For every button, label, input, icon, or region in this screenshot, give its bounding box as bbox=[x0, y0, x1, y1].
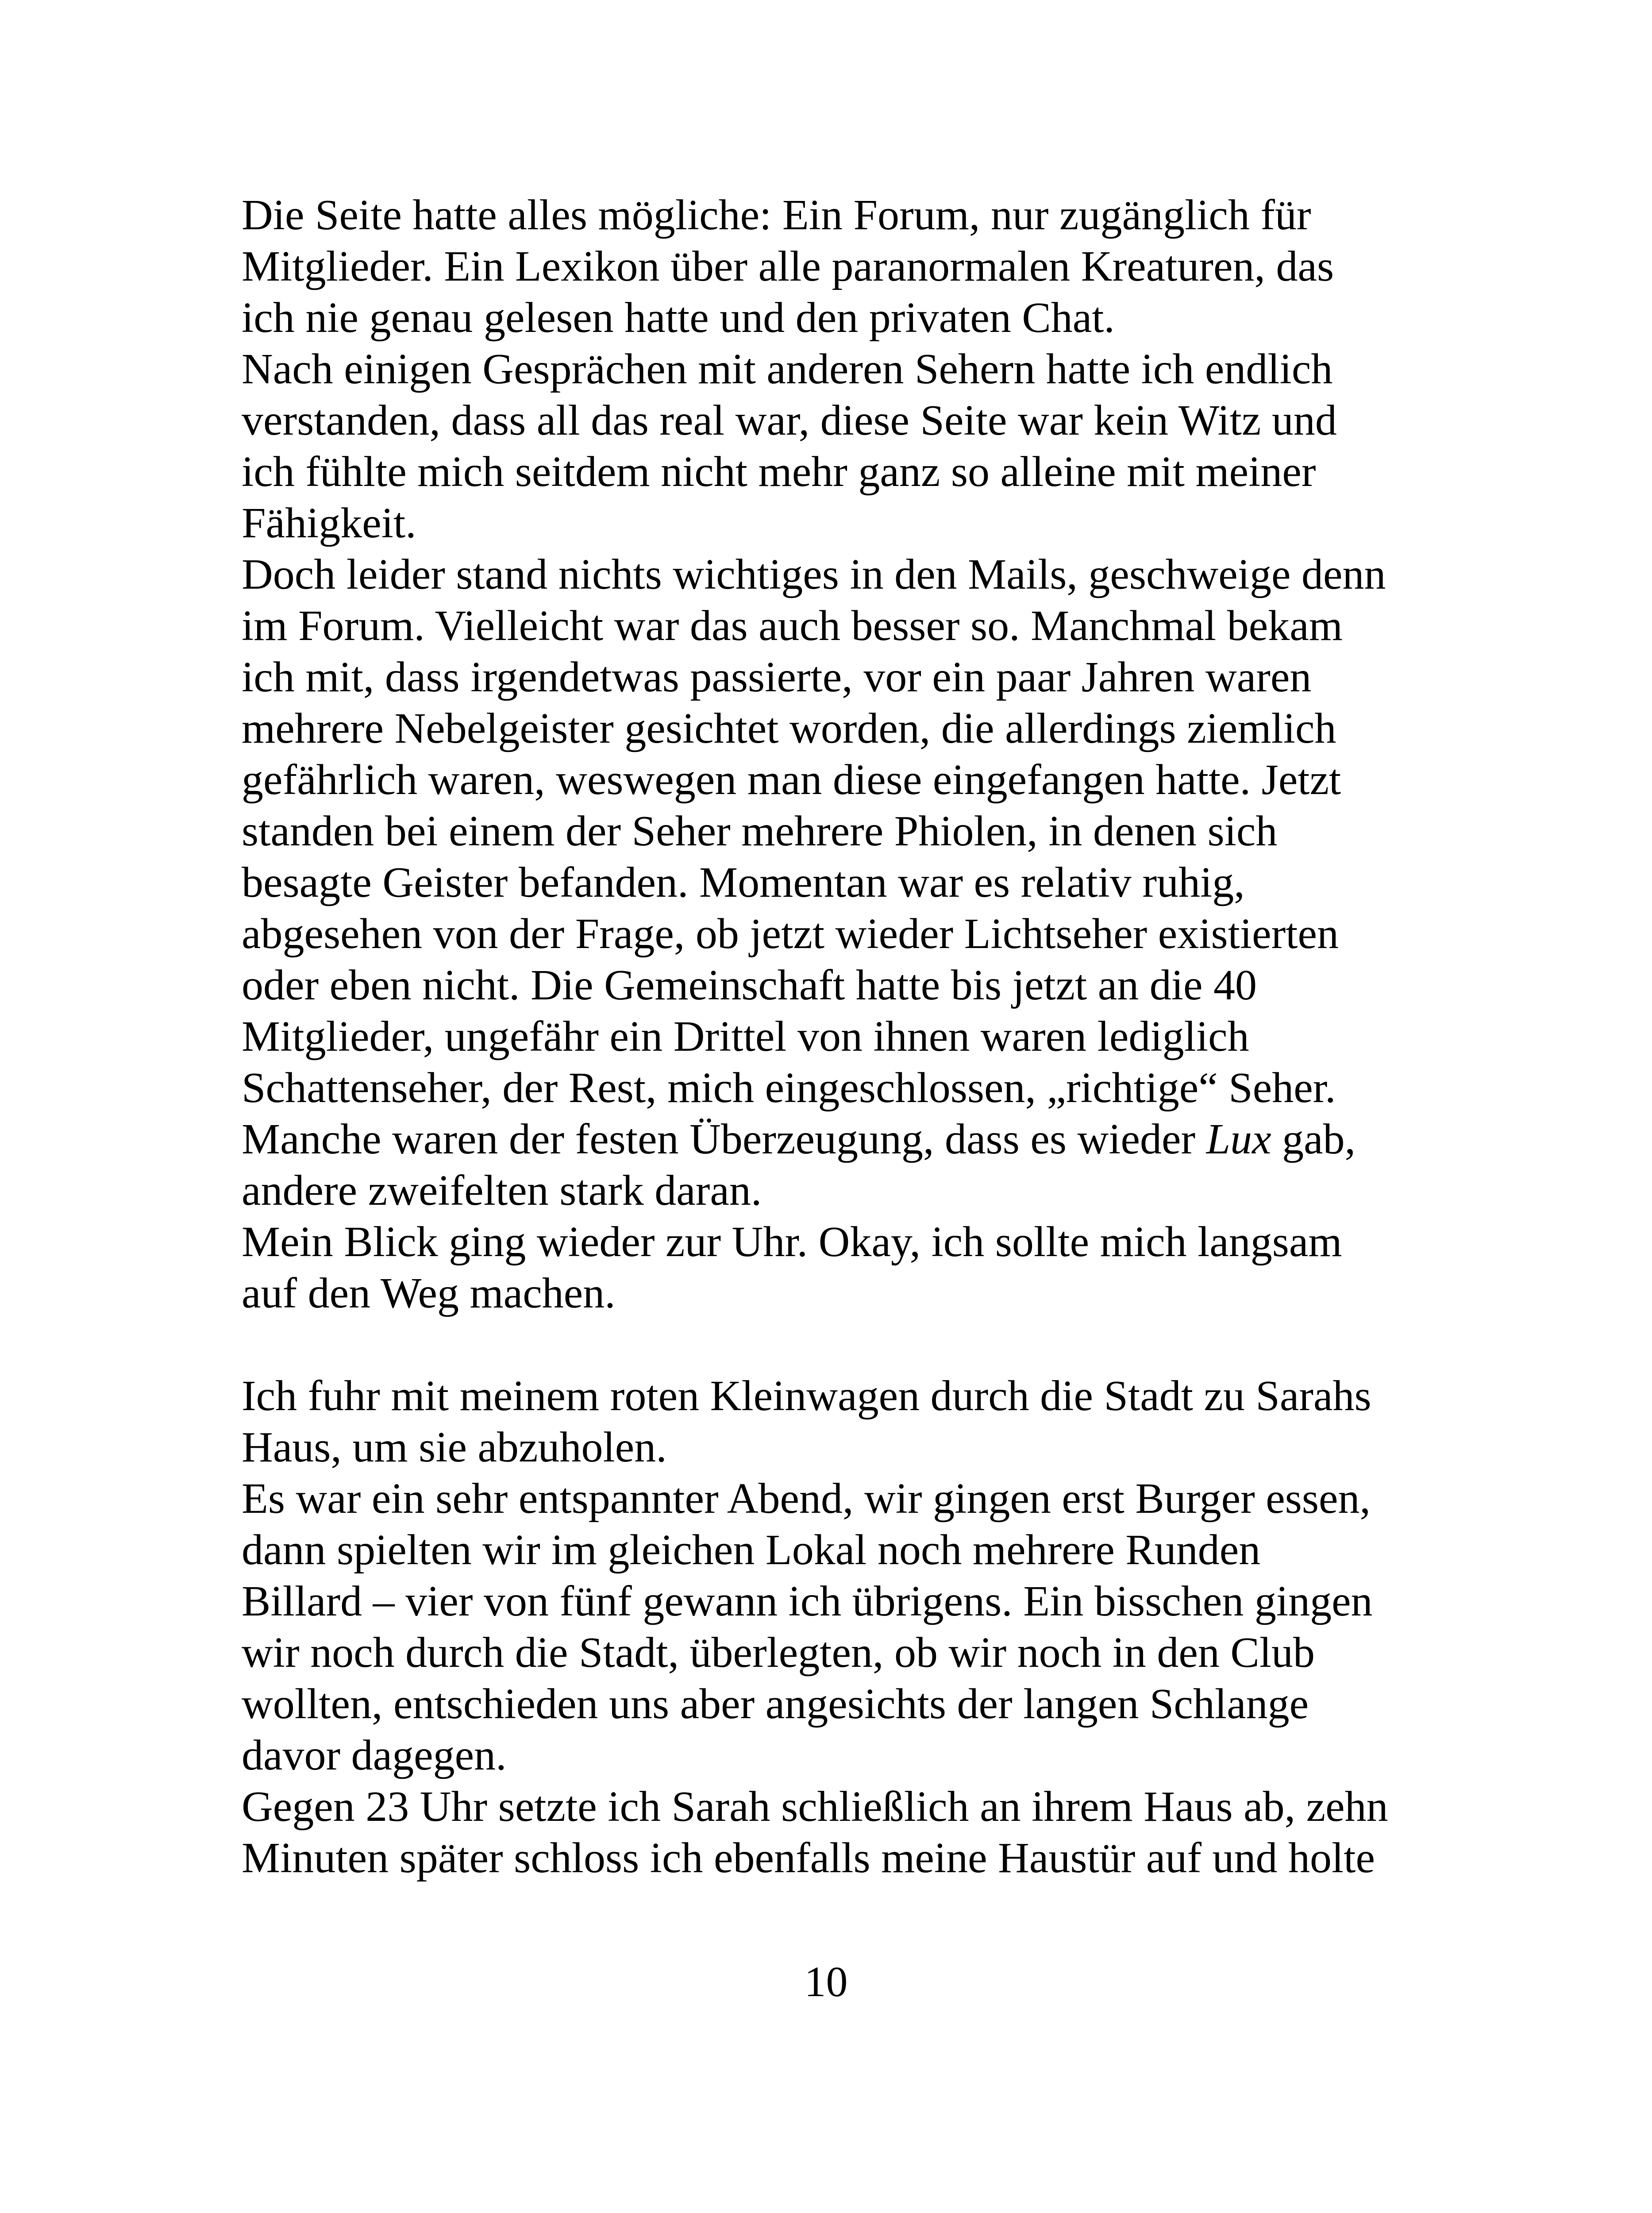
text-line: andere zweifelten stark daran. bbox=[242, 1167, 762, 1214]
text-line: Haus, um sie abzuholen. bbox=[242, 1423, 667, 1471]
text-line: auf den Weg machen. bbox=[242, 1269, 616, 1317]
text-line: Es war ein sehr entspannter Abend, wir gingen erst Burger essen, bbox=[242, 1475, 1371, 1523]
text-line: oder eben nicht. Die Gemeinschaft hatte bis jetzt an die 40 bbox=[242, 961, 1257, 1009]
text-line: ich fühlte mich seitdem nicht mehr ganz so alleine mit meiner bbox=[242, 448, 1316, 496]
text-line: ich mit, dass irgendetwas passierte, vor ein paar Jahren waren bbox=[242, 653, 1312, 701]
page-number: 10 bbox=[804, 1958, 848, 2006]
text-line: Mitglieder, ungefähr ein Drittel von ihnen waren lediglich bbox=[242, 1013, 1249, 1060]
text-line: mehrere Nebelgeister gesichtet worden, die allerdings ziemlich bbox=[242, 705, 1336, 752]
text-line: Billard – vier von fünf gewann ich übrigens. Ein bisschen gingen bbox=[242, 1577, 1373, 1625]
text-line: Doch leider stand nichts wichtiges in den Mails, geschweige denn bbox=[242, 551, 1386, 598]
text-line: abgesehen von der Frage, ob jetzt wieder Lichtseher existierten bbox=[242, 910, 1339, 958]
text-line: wollten, entschieden uns aber angesichts der langen Schlange bbox=[242, 1680, 1309, 1728]
text-line: Gegen 23 Uhr setzte ich Sarah schließlich an ihrem Haus ab, zehn bbox=[242, 1783, 1388, 1831]
text-line: Die Seite hatte alles mögliche: Ein Forum, nur zugänglich für bbox=[242, 191, 1311, 239]
text-line: Minuten später schloss ich ebenfalls meine Haustür auf und holte bbox=[242, 1834, 1375, 1882]
text-line: Nach einigen Gesprächen mit anderen Sehern hatte ich endlich bbox=[242, 345, 1333, 393]
text-line-with-italic bbox=[242, 1114, 1463, 1165]
text-line: wir noch durch die Stadt, überlegten, ob wir noch in den Club bbox=[242, 1629, 1315, 1677]
text-line: Mein Blick ging wieder zur Uhr. Okay, ich sollte mich langsam bbox=[242, 1218, 1342, 1266]
text-line: dann spielten wir im gleichen Lokal noch mehrere Runden bbox=[242, 1526, 1261, 1574]
text-line: Ich fuhr mit meinem roten Kleinwagen durch die Stadt zu Sarahs bbox=[242, 1372, 1371, 1420]
text-segment: gab, bbox=[1271, 1115, 1356, 1163]
text-line: ich nie genau gelesen hatte und den privaten Chat. bbox=[242, 294, 1115, 342]
text-segment: Manche waren der festen Überzeugung, dass es wieder bbox=[242, 1115, 1206, 1163]
text-line: besagte Geister befanden. Momentan war es relativ ruhig, bbox=[242, 859, 1245, 906]
text-line: Mitglieder. Ein Lexikon über alle paranormalen Kreaturen, das bbox=[242, 243, 1334, 290]
text-line: verstanden, dass all das real war, diese Seite war kein Witz und bbox=[242, 397, 1337, 444]
text-line: davor dagegen. bbox=[242, 1731, 507, 1779]
text-line: standen bei einem der Seher mehrere Phiolen, in denen sich bbox=[242, 807, 1278, 855]
text-line: Schattenseher, der Rest, mich eingeschlossen, „richtige“ Seher. bbox=[242, 1064, 1336, 1112]
text-line: im Forum. Vielleicht war das auch besser so. Manchmal bekam bbox=[242, 602, 1343, 650]
italic-word-lux: Lux bbox=[1206, 1115, 1271, 1163]
text-line: Fähigkeit. bbox=[242, 499, 416, 547]
text-line: gefährlich waren, weswegen man diese eingefangen hatte. Jetzt bbox=[242, 756, 1341, 804]
paragraph-gap bbox=[242, 1319, 1463, 1370]
body-text bbox=[242, 189, 1463, 1884]
